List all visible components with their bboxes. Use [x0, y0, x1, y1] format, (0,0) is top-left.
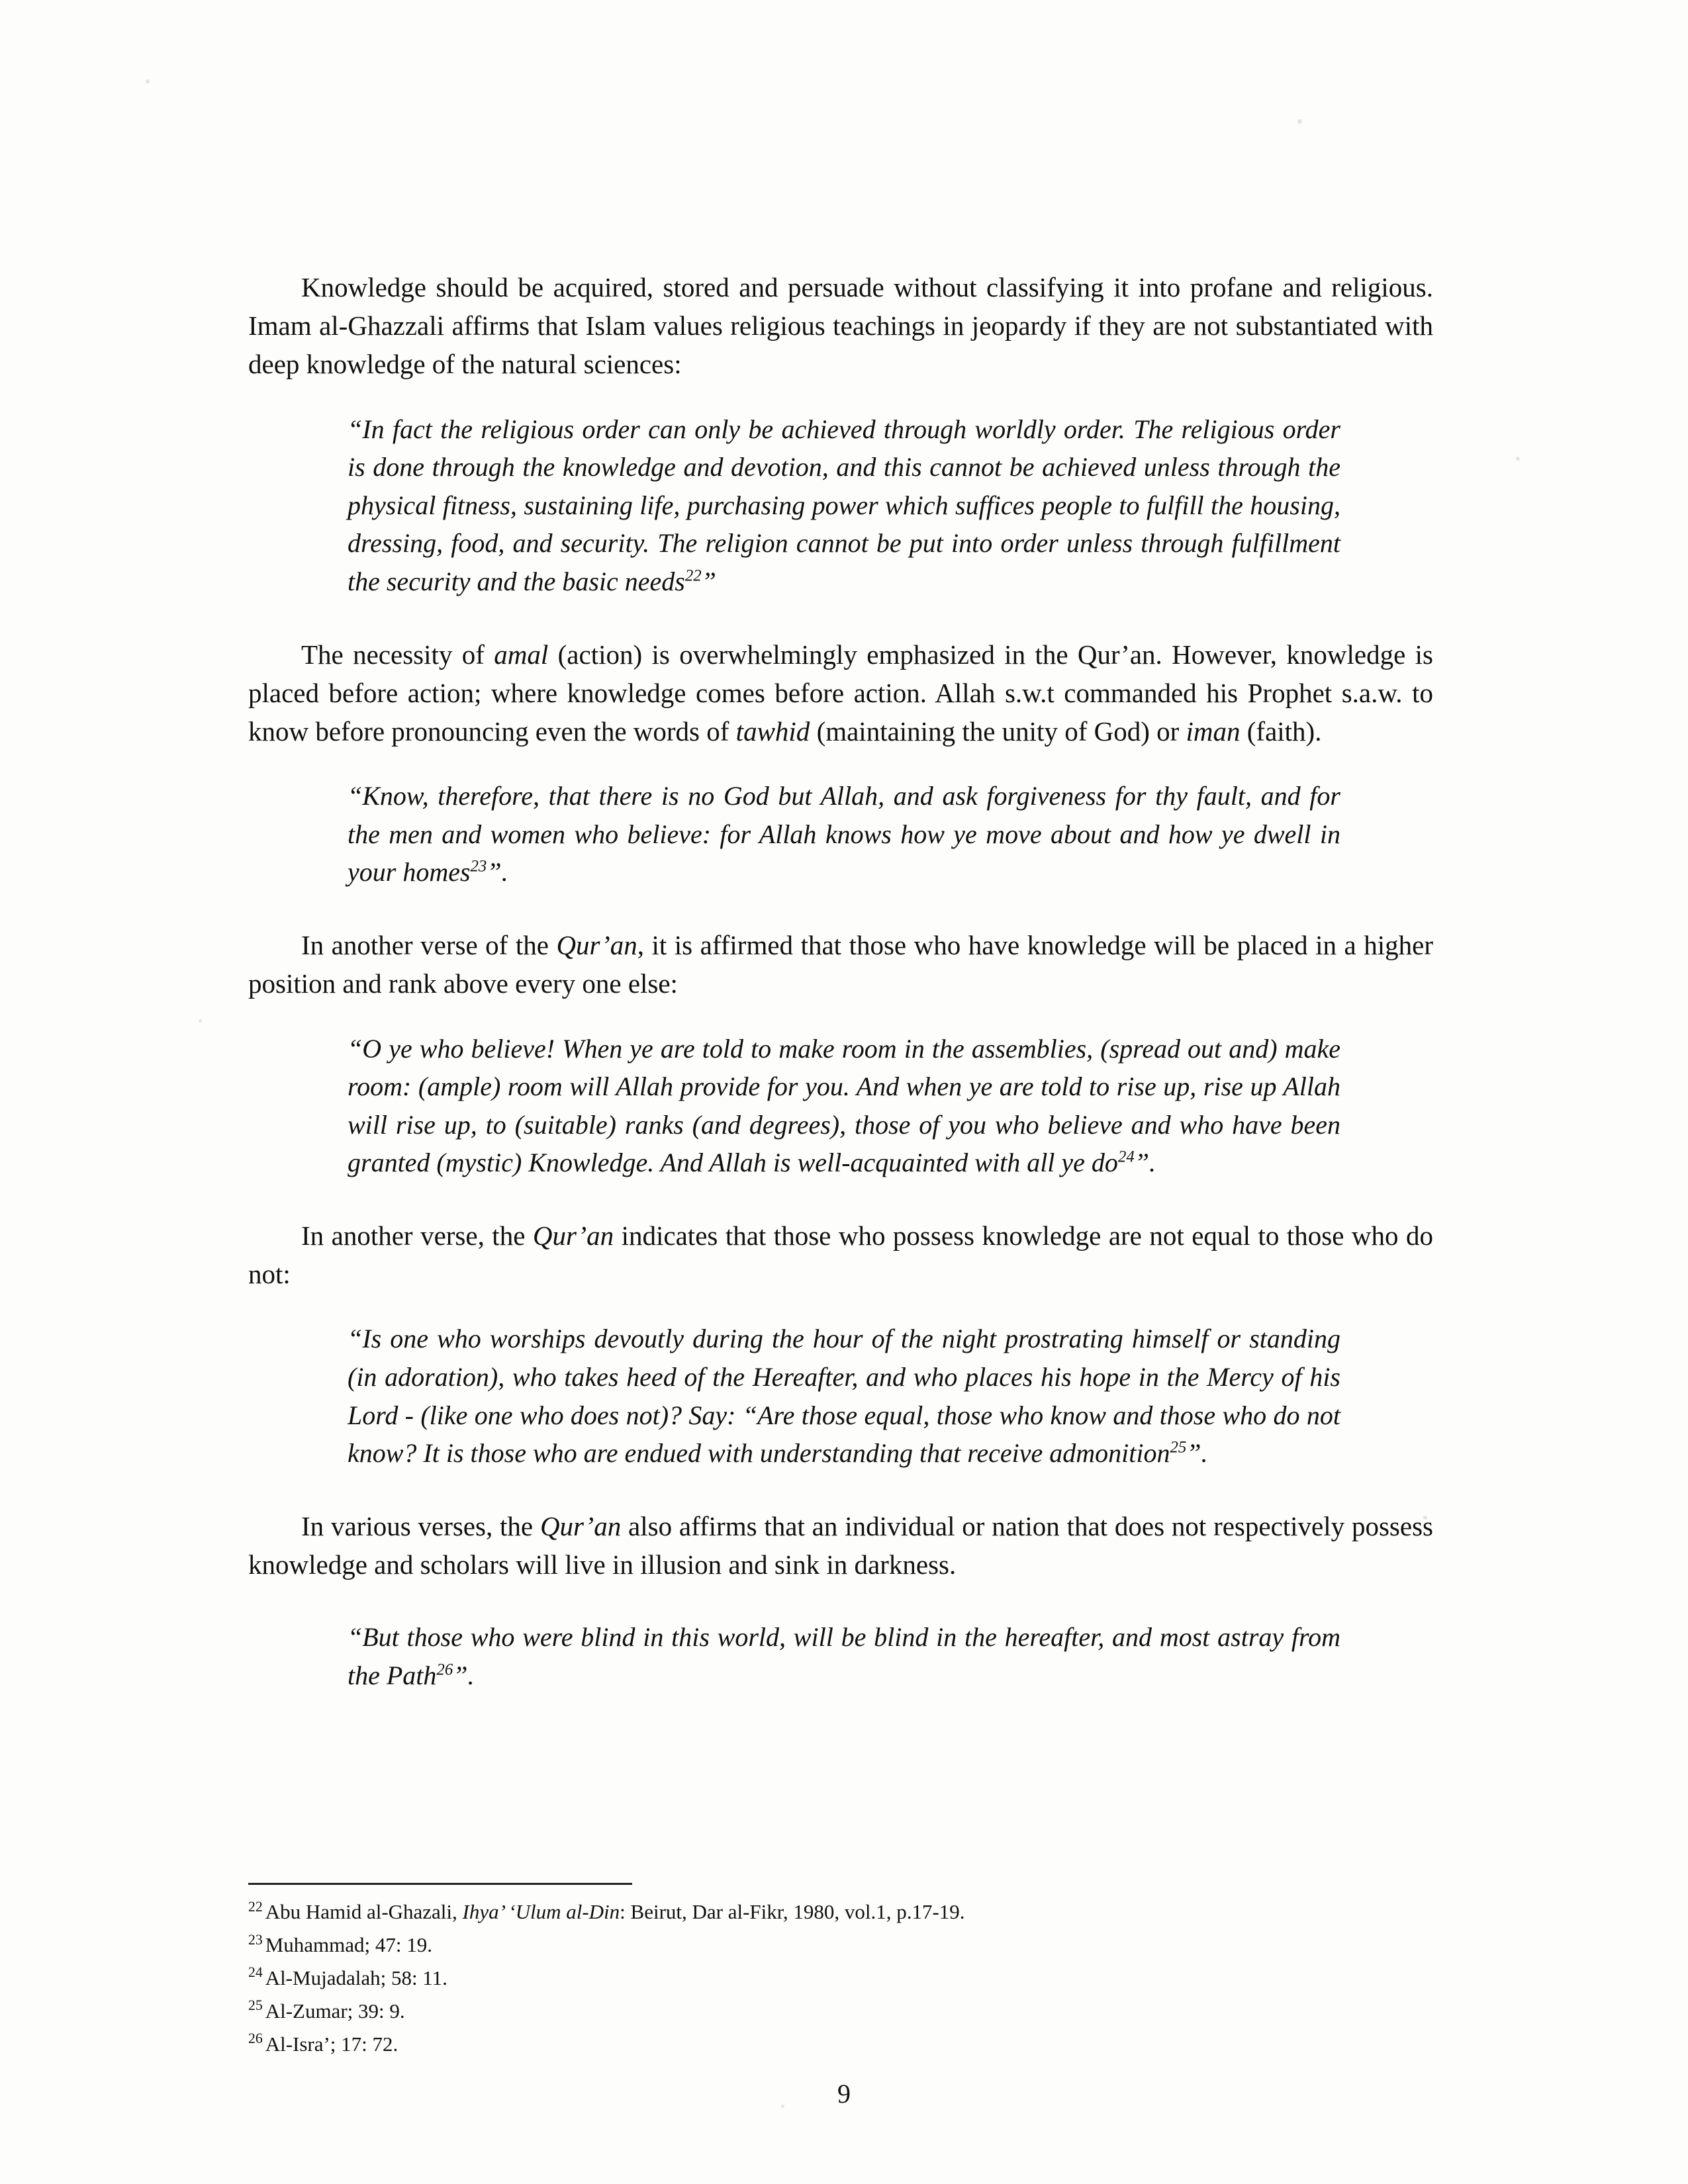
footnote-25 — [248, 1996, 1433, 2026]
p2-term-amal: amal — [494, 639, 549, 670]
quotation-4 — [248, 1320, 1433, 1472]
footnote-24-marker: 24 — [248, 1964, 263, 1981]
footnote-ref-26[interactable]: 26 — [436, 1661, 453, 1679]
footnote-section — [248, 1883, 1433, 2062]
quotation-5 — [248, 1618, 1433, 1694]
quotation-2-tail: ”. — [487, 857, 508, 887]
footnote-26-marker: 26 — [248, 2030, 263, 2047]
p5-seg-0: In various verses, the — [301, 1510, 540, 1541]
paragraph-5 — [248, 1507, 1433, 1584]
p2-term-iman: iman — [1186, 716, 1241, 747]
p2-seg-0: The necessity of — [301, 639, 494, 670]
footnote-23 — [248, 1930, 1433, 1960]
p3-seg-2: , it is affirmed that those who have knowledge will be placed in a higher position and rank above every one else: — [248, 930, 1433, 999]
footnote-ref-25[interactable]: 25 — [1170, 1438, 1187, 1457]
paragraph-1: Knowledge should be acquired, stored and persuade without classifying it into profane and religious. Imam al-Ghazzali affirms that Islam values religious teachings in jeopardy if they are not substantiated with deep knowledge of the natural sciences: — [248, 272, 1433, 380]
quotation-3-tail: ”. — [1134, 1148, 1156, 1178]
p4-seg-2: indicates that those who possess knowledge are not equal to those who do not: — [248, 1220, 1434, 1290]
footnote-25-text: Al-Zumar; 39: 9. — [265, 1999, 405, 2023]
footnote-22-seg-2: : Beirut, Dar al-Fikr, 1980, vol.1, p.17-19. — [620, 1900, 965, 1923]
quotation-3 — [248, 1030, 1433, 1182]
footnote-ref-24[interactable]: 24 — [1117, 1148, 1135, 1166]
p5-term-quran: Qur’an — [539, 1510, 622, 1541]
paragraph-3 — [248, 926, 1433, 1003]
p4-term-quran: Qur’an — [532, 1220, 614, 1251]
document-body — [248, 268, 1433, 1698]
quotation-5-tail: ”. — [453, 1660, 475, 1690]
footnote-26-text: Al-Isra’; 17: 72. — [265, 2032, 399, 2056]
p3-seg-0: In another verse of the — [301, 930, 557, 961]
footnote-22-marker: 22 — [248, 1898, 263, 1915]
footnote-ref-22[interactable]: 22 — [684, 567, 702, 585]
quotation-2-text: “Know, therefore, that there is no God but Allah, and ask forgiveness for thy fault, and for the men and women who believe: for Allah knows how ye move about and how ye dwell in your homes — [348, 781, 1340, 887]
footnote-25-marker: 25 — [248, 1997, 263, 2014]
p5-seg-2: also affirms that an individual or nation that does not respectively possess knowledge and scholars will live in illusion and sink in darkness. — [248, 1510, 1433, 1580]
footnote-23-text: Muhammad; 47: 19. — [265, 1933, 432, 1956]
p4-seg-0: In another verse, the — [301, 1220, 533, 1251]
quotation-1-tail: ” — [701, 567, 716, 597]
quotation-5-text: “But those who were blind in this world, will be blind in the hereafter, and most astray from the Path — [348, 1622, 1340, 1690]
footnote-26 — [248, 2029, 1433, 2060]
quotation-4-text: “Is one who worships devoutly during the hour of the night prostrating himself or standing (in adoration), who takes heed of the Hereafter, and who places his hope in the Mercy of his Lord - (like one who does not)? Say: “Are those equal, those who know and those who do not know? It is those who are endued with understanding that receive admonition — [348, 1324, 1340, 1469]
p2-seg-6: (faith). — [1240, 716, 1322, 747]
p3-term-quran: Qur’an — [556, 930, 637, 961]
footnote-22-seg-0: Abu Hamid al-Ghazali, — [265, 1900, 463, 1923]
quotation-1-text: “In fact the religious order can only be achieved through worldly order. The religious order is done through the knowledge and devotion, and this cannot be achieved unless through the physical fitness, sustaining life, purchasing power which suffices people to fulfill the housing, dressing, food, and security. The religion cannot be put into order unless through fulfillment the security and the basic needs — [348, 414, 1340, 597]
footnote-22 — [248, 1897, 1433, 1927]
footnote-24-text: Al-Mujadalah; 58: 11. — [265, 1966, 447, 1989]
p2-seg-4: (maintaining the unity of God) or — [810, 716, 1186, 747]
footnote-ref-23[interactable]: 23 — [470, 858, 487, 876]
paragraph-4 — [248, 1216, 1433, 1293]
footnote-23-marker: 23 — [248, 1931, 263, 1948]
quotation-3-text: “O ye who believe! When ye are told to make room in the assemblies, (spread out and) make room: (ample) room will Allah provide for you. And when ye are told to rise up, rise up Allah will rise up, to (suitable) ranks (and degrees), those of you who believe and who have been granted (mystic) Knowledge. And Allah is well-acquainted with all ye do — [348, 1033, 1340, 1178]
footnote-separator-rule — [248, 1883, 632, 1885]
footnote-22-title: Ihya’ ‘Ulum al-Din — [462, 1900, 620, 1923]
p2-seg-2: (action) is overwhelmingly emphasized in the Qur’an. However, knowledge is placed before action; where knowledge comes before action. Allah s.w.t commanded his Prophet s.a.w. to know before pronouncing even the words of — [248, 639, 1433, 747]
page-number: 9 — [837, 2079, 851, 2109]
footnote-24 — [248, 1963, 1433, 1993]
quotation-2 — [248, 777, 1433, 891]
quotation-1 — [248, 410, 1433, 601]
quotation-4-tail: ”. — [1186, 1438, 1208, 1469]
paragraph-2 — [248, 635, 1433, 751]
p2-term-tawhid: tawhid — [735, 716, 810, 747]
